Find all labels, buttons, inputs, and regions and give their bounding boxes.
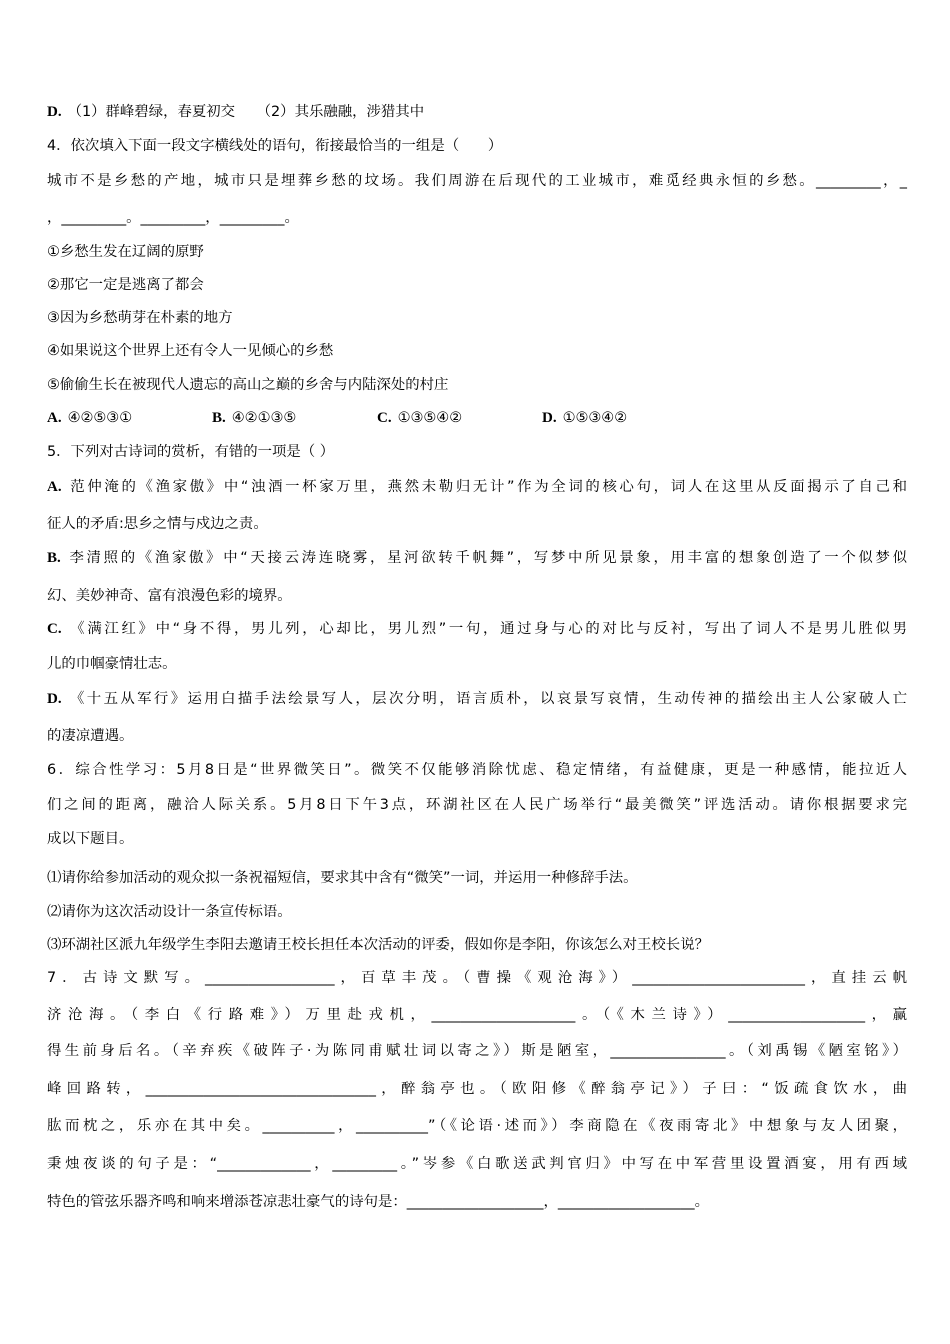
line-text: 们之间的距离，融洽人际关系。5月8日下午3点，环湖社区在人民广场举行“最美微笑”评选活动。请你根据要求完 xyxy=(47,797,907,813)
line-text: ，_________。_________，_________。 xyxy=(47,210,299,226)
line-text: ①乡愁生发在辽阔的原野 xyxy=(47,244,204,260)
document-line xyxy=(47,761,907,779)
document-line xyxy=(47,903,907,921)
line-text: 李清照的《渔家傲》中“天接云涛连晓雾，星河欲转千帆舞”，写梦中所见景象，用丰富的想象创造了一个似梦似 xyxy=(66,550,907,566)
document-line xyxy=(47,376,907,394)
line-text: 幻、美妙神奇、富有浪漫色彩的境界。 xyxy=(47,588,292,604)
document-line xyxy=(47,655,907,673)
line-text: ⑴请你给参加活动的观众拟一条祝福短信，要求其中含有“微笑”一词，并运用一种修辞手法。 xyxy=(47,870,638,886)
line-text: ④如果说这个世界上还有令人一见倾心的乡愁 xyxy=(47,343,334,359)
q4-options xyxy=(47,409,907,427)
option-label: A. xyxy=(47,410,62,426)
line-text: 城市不是乡愁的产地，城市只是埋葬乡愁的坟场。我们周游在后现代的工业城市，难觅经典永恒的乡愁。_________，_ xyxy=(47,173,907,189)
line-text: 4．依次填入下面一段文字横线处的语句，衔接最恰当的一组是（ ） xyxy=(47,138,503,154)
document-line xyxy=(47,1155,907,1173)
line-text: 儿的巾帼豪情壮志。 xyxy=(47,656,177,672)
document-line xyxy=(47,1193,907,1211)
line-text: ⑤偷偷生长在被现代人遗忘的高山之巅的乡舍与内陆深处的村庄 xyxy=(47,377,449,393)
line-text: 特色的管弦乐器齐鸣和响来增添苍凉悲壮豪气的诗句是：___________________，___________________。 xyxy=(47,1194,709,1210)
answer-option xyxy=(212,409,377,427)
document-line xyxy=(47,830,907,848)
document-line xyxy=(47,243,907,261)
line-text: 成以下题目。 xyxy=(47,831,134,847)
document-line xyxy=(47,103,907,121)
option-text: ①③⑤④② xyxy=(397,410,463,426)
line-text: 征人的矛盾:思乡之情与戍边之责。 xyxy=(47,516,268,532)
answer-option xyxy=(47,409,212,427)
document-line xyxy=(47,1080,907,1098)
option-label: D. xyxy=(47,104,62,120)
document-line xyxy=(47,1117,907,1135)
line-text: 《满江红》中“身不得，男儿列，心却比，男儿烈”一句，通过身与心的对比与反衬，写出了词人不是男儿胜似男 xyxy=(67,621,907,637)
document-line xyxy=(47,342,907,360)
option-label: D. xyxy=(47,691,62,707)
line-text: 5．下列对古诗词的赏析，有错的一项是（ ） xyxy=(47,444,335,460)
line-text: 7．古诗文默写。__________________，百草丰茂。（曹操《观沧海》）________________________，直挂云帆 xyxy=(47,970,907,986)
option-text: ①⑤③④② xyxy=(562,410,628,426)
document-line xyxy=(47,1006,907,1024)
option-label: A. xyxy=(47,479,62,495)
line-text: ②那它一定是逃离了都会 xyxy=(47,277,204,293)
document-line xyxy=(47,172,907,190)
document-line xyxy=(47,936,907,954)
line-text: 肱而枕之，乐亦在其中矣。__________，__________”（《论语·述而》）李商隐在《夜雨寄北》中想象与友人团聚， xyxy=(47,1118,907,1134)
option-label: C. xyxy=(377,410,392,426)
option-label: C. xyxy=(47,621,62,637)
line-text: ⑶环湖社区派九年级学生李阳去邀请王校长担任本次活动的评委，假如你是李阳，你该怎么对王校长说？ xyxy=(47,937,709,953)
document-line xyxy=(47,869,907,887)
line-text: （1）群峰碧绿，春夏初交 （2）其乐融融，涉猎其中 xyxy=(67,104,425,120)
document-line xyxy=(47,515,907,533)
document-line xyxy=(47,276,907,294)
document-line xyxy=(47,796,907,814)
document-line xyxy=(47,309,907,327)
line-text: 济沧海。（李白《行路难》）万里赴戎机，____________________。（《木兰诗》）___________________，赢 xyxy=(47,1007,907,1023)
option-label: D. xyxy=(542,410,557,426)
line-text: 的凄凉遭遇。 xyxy=(47,728,134,744)
line-text: 秉烛夜谈的句子是：“_____________，_________。”岑参《白歌送武判官归》中写在中军营里设置酒宴，用有西域 xyxy=(47,1156,907,1172)
line-text: 峰回路转，________________________________，醉翁亭也。（欧阳修《醉翁亭记》）子曰：“饭疏食饮水，曲 xyxy=(47,1081,907,1097)
document-line xyxy=(47,1042,907,1060)
document-line xyxy=(47,549,907,567)
document-line xyxy=(47,478,907,496)
line-text: ③因为乡愁萌芽在朴素的地方 xyxy=(47,310,233,326)
document-line xyxy=(47,137,907,155)
line-text: 范仲淹的《渔家傲》中“浊酒一杯家万里，燕然未勒归无计”作为全词的核心句，词人在这里从反面揭示了自己和 xyxy=(67,479,907,495)
document-line xyxy=(47,690,907,708)
answer-option xyxy=(542,409,707,427)
line-text: 得生前身后名。（辛弃疾《破阵子·为陈同甫赋壮词以寄之》）斯是陋室，________________。（刘禹锡《陋室铭》） xyxy=(47,1043,907,1059)
document-line xyxy=(47,587,907,605)
document-line xyxy=(47,727,907,745)
answer-option xyxy=(377,409,542,427)
document-line xyxy=(47,443,907,461)
document-line xyxy=(47,620,907,638)
document-line xyxy=(47,969,907,987)
option-text: ④②①③⑤ xyxy=(231,410,297,426)
line-text: 6．综合性学习：5月8日是“世界微笑日”。微笑不仅能够消除忧虑、稳定情绪，有益健康，更是一种感情，能拉近人 xyxy=(47,762,907,778)
document-line xyxy=(47,209,907,227)
option-label: B. xyxy=(212,410,226,426)
option-label: B. xyxy=(47,550,61,566)
line-text: 《十五从军行》运用白描手法绘景写人，层次分明，语言质朴，以哀景写哀情，生动传神的描绘出主人公家破人亡 xyxy=(67,691,907,707)
option-text: ④②⑤③① xyxy=(67,410,133,426)
line-text: ⑵请你为这次活动设计一条宣传标语。 xyxy=(47,904,292,920)
